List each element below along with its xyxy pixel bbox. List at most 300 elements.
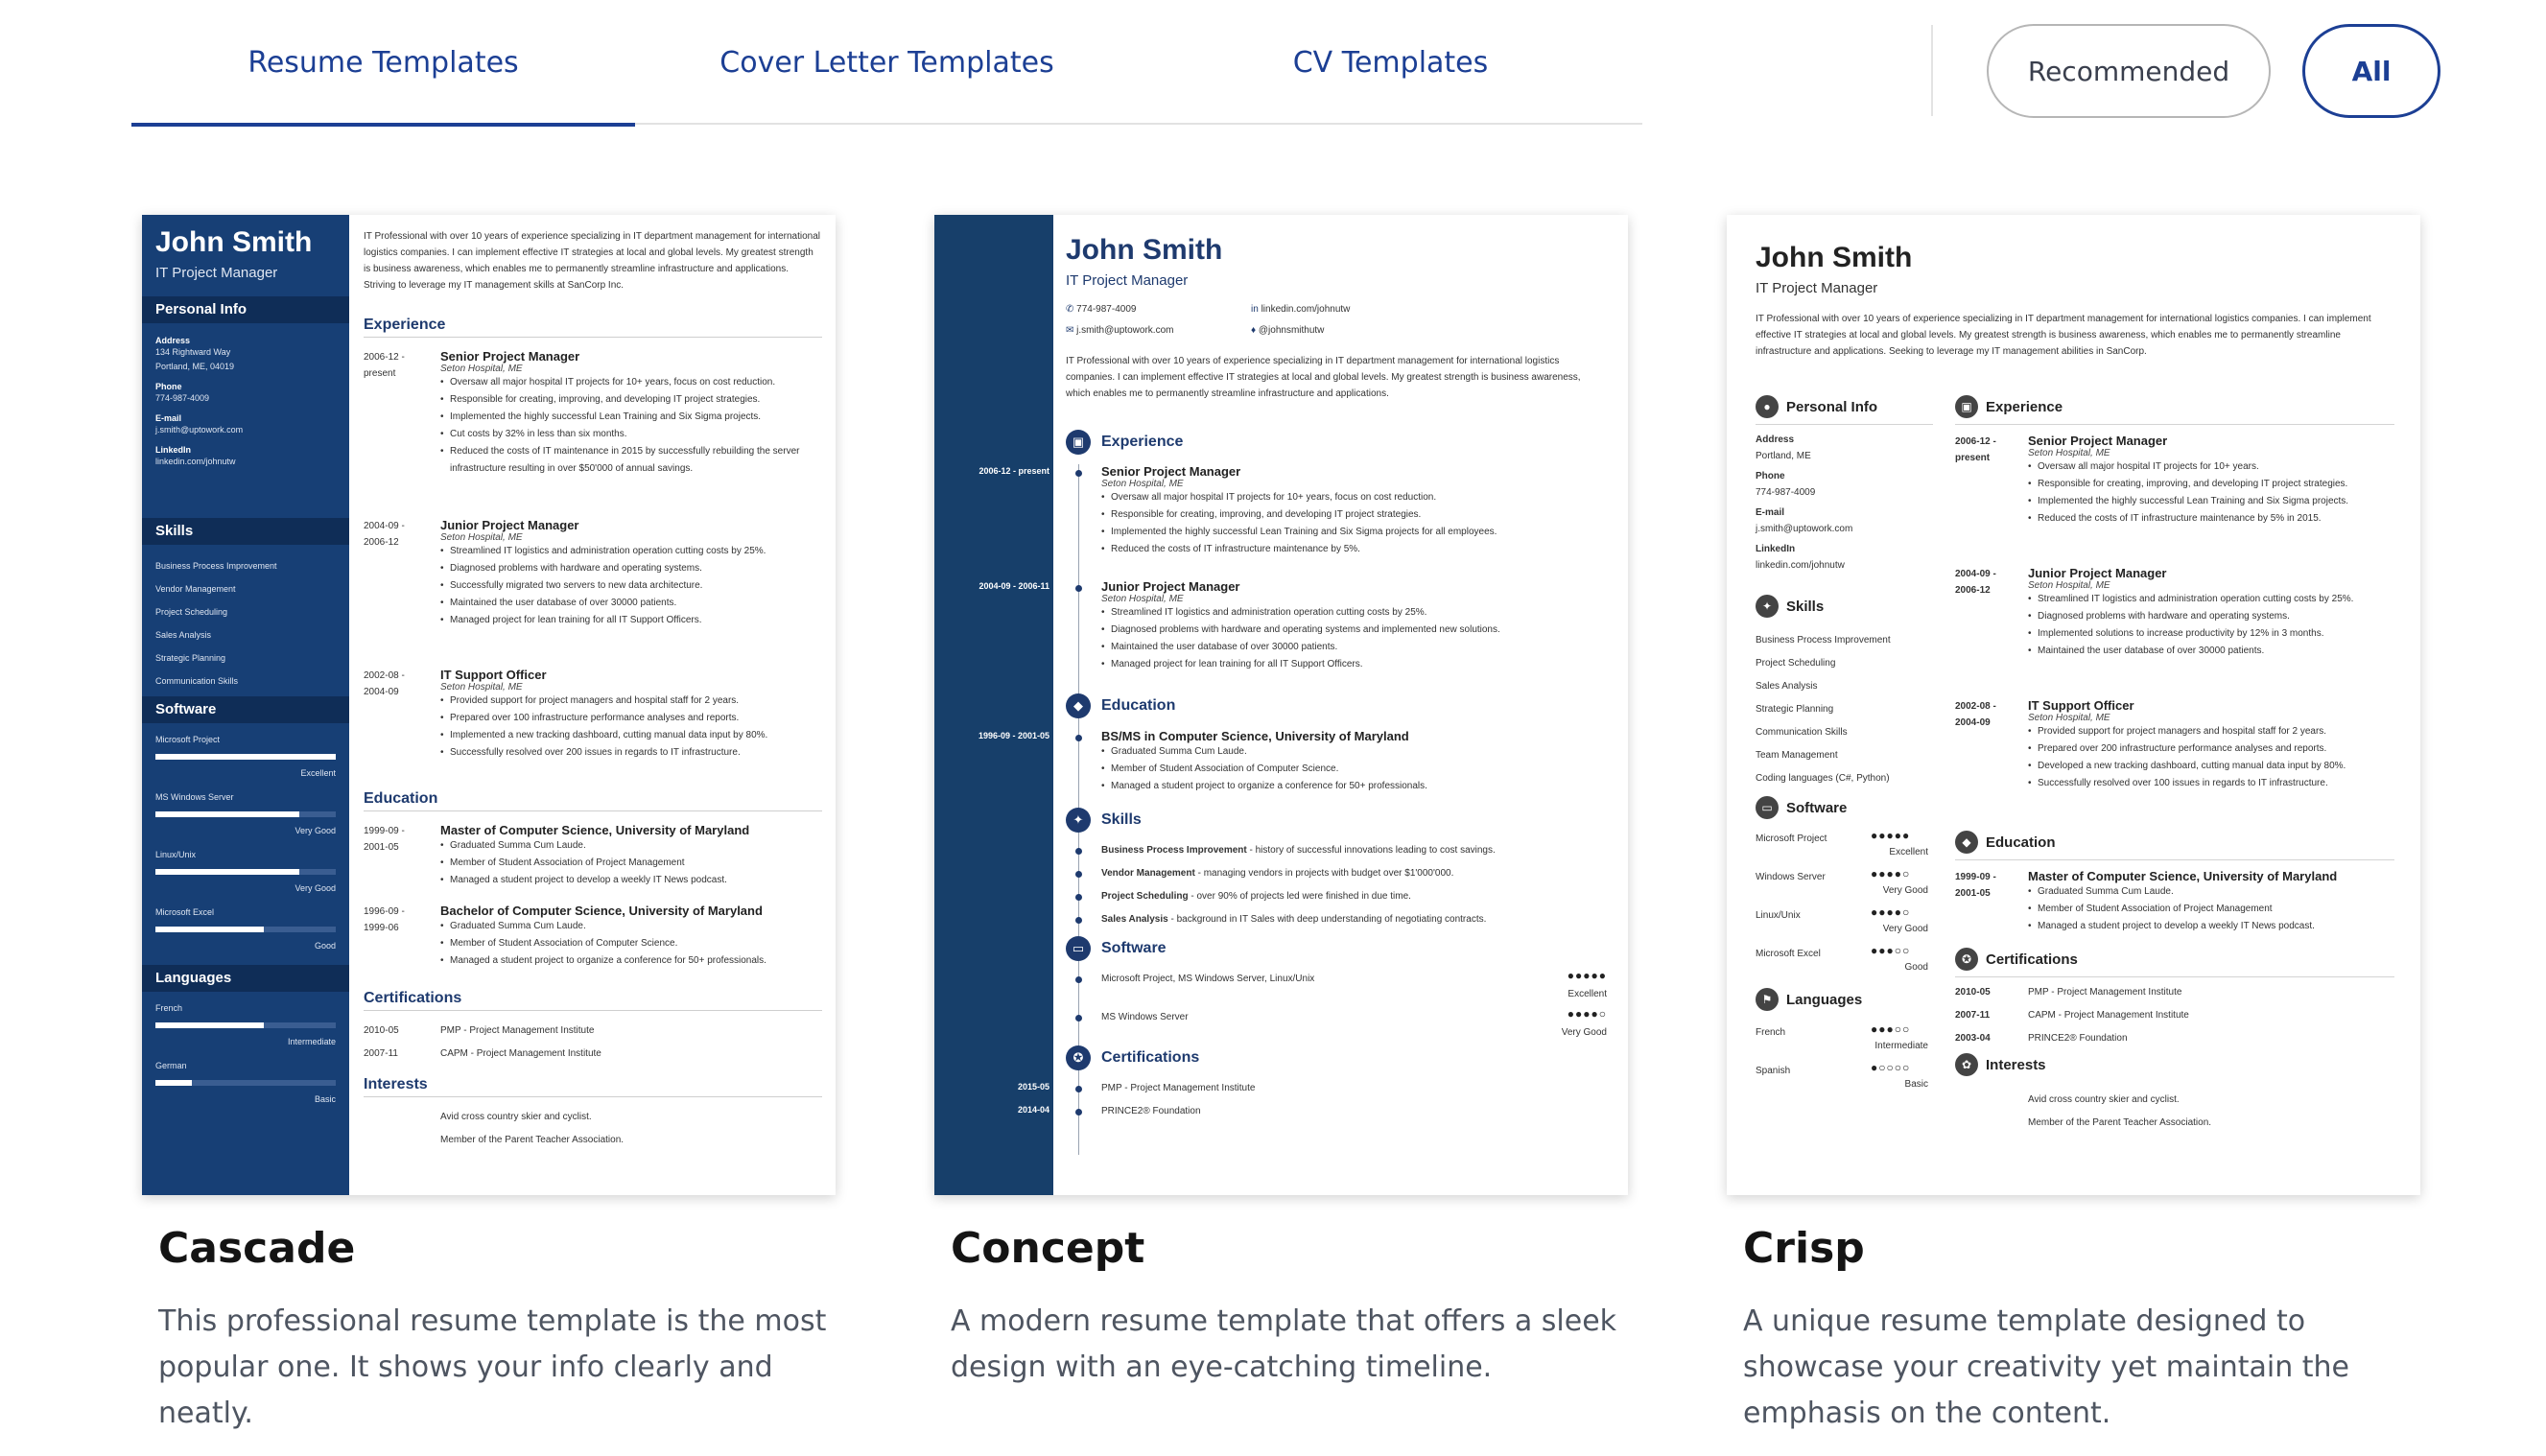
- job-company: Seton Hospital, ME: [1101, 594, 1184, 604]
- bullet-item: • Member of Student Association of Project Management: [2028, 901, 2396, 918]
- job-entry: [1101, 464, 1600, 558]
- job-bullets: [440, 543, 824, 629]
- section-languages: Languages: [142, 965, 349, 992]
- job-bullets: [1101, 604, 1600, 673]
- rating-dots: ●●●●●: [1567, 969, 1607, 982]
- bullet-item: • Implemented the highly successful Lean Training and Six Sigma projects.: [440, 409, 824, 426]
- text: present: [364, 368, 396, 379]
- software-level-fill: [155, 927, 264, 932]
- software-name: Microsoft Project: [155, 735, 221, 744]
- phone-label: Phone: [155, 382, 182, 391]
- divider: [364, 337, 822, 338]
- software-level: Very Good: [295, 883, 336, 893]
- text: 2006-12: [364, 537, 399, 548]
- card-description: A modern resume template that offers a sleek design with an eye-catching timeline.: [951, 1304, 1617, 1384]
- software-level: Excellent: [1889, 847, 1928, 857]
- text: 2004-09: [1955, 717, 1991, 728]
- job-title: Junior Project Manager: [1101, 579, 1240, 594]
- software-name: Microsoft Excel: [1756, 949, 1821, 959]
- timeline-date: 2006-12 - present: [978, 466, 1049, 476]
- address-value: Portland, ME: [1756, 451, 1811, 461]
- briefcase-icon: ▣: [1066, 430, 1091, 455]
- phone-label: Phone: [1756, 471, 1785, 481]
- bullet-item: • Oversaw all major hospital IT projects for 10+ years, focus on cost reduction.: [1101, 489, 1600, 506]
- language-name: Spanish: [1756, 1066, 1791, 1076]
- text: [440, 349, 824, 478]
- text: 1999-09 -: [1955, 872, 1996, 882]
- software-level: Good: [314, 941, 336, 951]
- language-name: French: [155, 1003, 183, 1013]
- bullet-item: • Responsible for creating, improving, and developing IT project strategies.: [1101, 506, 1600, 524]
- job-title: Senior Project Manager: [2028, 434, 2168, 448]
- text: [2028, 869, 2396, 935]
- language-level-bar: [155, 1080, 336, 1086]
- text: 1996-09 -: [364, 906, 405, 917]
- education-bullets: [440, 918, 824, 970]
- phone-value: 774-987-4009: [155, 393, 210, 403]
- graduation-cap-icon: ◆: [1066, 693, 1091, 718]
- education-bullets: [440, 837, 824, 889]
- bullet-item: • Graduated Summa Cum Laude.: [440, 918, 824, 935]
- interests-icon: ✿: [1955, 1053, 1978, 1076]
- bullet-item: • Successfully resolved over 200 issues in regards to IT infrastructure.: [440, 744, 824, 762]
- resume-name: John Smith: [1756, 242, 1913, 273]
- text: 2001-05: [364, 842, 399, 853]
- tab-resume-templates[interactable]: Resume Templates: [131, 0, 635, 125]
- job-company: Seton Hospital, ME: [440, 532, 523, 543]
- template-card-concept[interactable]: [934, 215, 1628, 1384]
- section-software: Software: [142, 696, 349, 723]
- timeline-dot: [1075, 1109, 1082, 1115]
- cert-name: CAPM - Project Management Institute: [2028, 1010, 2189, 1021]
- bullet-item: • Implemented solutions to increase productivity by 12% in 3 months.: [2028, 625, 2396, 643]
- job-company: Seton Hospital, ME: [440, 682, 523, 693]
- bullet-item: • Maintained the user database of over 30000 patients.: [2028, 643, 2396, 660]
- bullet-item: • Member of Student Association of Computer Science.: [440, 935, 824, 952]
- bullet-item: • Reduced the costs of IT maintenance in 2015 by successfully rebuilding the server infrastructure resulting in over $50'000 of annual savings.: [440, 443, 824, 478]
- text: [440, 518, 824, 629]
- text: [440, 823, 824, 889]
- bullet-item: • Implemented a new tracking dashboard, cutting manual data input by 80%.: [440, 727, 824, 744]
- skill-item: Strategic Planning: [1756, 704, 1834, 715]
- job-title: Junior Project Manager: [440, 518, 579, 532]
- software-name: Windows Server: [1756, 872, 1826, 882]
- template-card-crisp[interactable]: [1727, 215, 2420, 1430]
- resume-role: IT Project Manager: [155, 265, 278, 281]
- rating-dots: ●●●●●: [1871, 829, 1911, 842]
- text: 2006-12 -: [364, 352, 405, 363]
- job-dates: [1955, 698, 1996, 731]
- text: 2001-05: [1955, 888, 1991, 899]
- text: [1756, 629, 1938, 790]
- bullet-item: • Member of Student Association of Computer Science.: [1101, 761, 1600, 778]
- section-education: Education: [1101, 697, 1176, 714]
- bullet-item: • Graduated Summa Cum Laude.: [440, 837, 824, 855]
- cert-name: PRINCE2® Foundation: [2028, 1033, 2128, 1044]
- cert-name: PMP - Project Management Institute: [1101, 1083, 1256, 1093]
- section-experience: Experience: [1986, 399, 2063, 415]
- all-filter-button[interactable]: All: [2302, 24, 2440, 118]
- card-title[interactable]: Cascade: [158, 1224, 356, 1273]
- email-label: E-mail: [1756, 507, 1785, 518]
- cert-date: 2010-05: [364, 1025, 399, 1036]
- bullet-item: • Managed a student project to organize a conference for 50+ professionals.: [1101, 778, 1600, 795]
- concept-timeline-bar: [934, 215, 1053, 1195]
- skill-item: Communication Skills: [1756, 727, 1848, 738]
- timeline-dot: [1075, 917, 1082, 924]
- text: - history of successful innovations leading to cost savings.: [1246, 845, 1496, 856]
- software-level-bar: [155, 869, 336, 875]
- job-title: IT Support Officer: [2028, 698, 2134, 713]
- job-company: Seton Hospital, ME: [2028, 448, 2110, 458]
- text: 2004-09 -: [1955, 569, 1996, 579]
- job-title: IT Support Officer: [440, 668, 547, 682]
- job-dates: [364, 518, 431, 551]
- skill-item: Vendor Management: [155, 584, 236, 594]
- education-dates: [1955, 869, 1996, 902]
- cascade-preview[interactable]: [142, 215, 836, 1195]
- divider: [1756, 424, 1933, 425]
- divider: [1955, 424, 2394, 425]
- template-card-cascade[interactable]: [142, 215, 836, 1430]
- text: 2004-09 -: [364, 521, 405, 531]
- timeline-dot: [1075, 848, 1082, 855]
- skill-item: Business Process Improvement: [1756, 635, 1891, 646]
- twitter-value: [1251, 322, 1324, 339]
- card-title[interactable]: Concept: [951, 1224, 1145, 1273]
- degree-title: Bachelor of Computer Science, University of Maryland: [440, 904, 763, 918]
- education-bullets: [1101, 743, 1600, 795]
- linkedin-value: linkedin.com/johnutw: [1756, 560, 1845, 571]
- bullet-item: • Cut costs by 32% in less than six months.: [440, 426, 824, 443]
- job-company: Seton Hospital, ME: [2028, 713, 2110, 723]
- job-dates: [364, 668, 431, 700]
- tab-cover-letter-templates[interactable]: Cover Letter Templates: [719, 45, 1054, 80]
- bullet-item: • Successfully resolved over 100 issues in regards to IT infrastructure.: [2028, 775, 2396, 792]
- skill-item: Project Scheduling: [155, 607, 228, 617]
- software-name: MS Windows Server: [155, 792, 234, 802]
- cert-name: PRINCE2® Foundation: [1101, 1106, 1201, 1116]
- skill-item: [1101, 911, 1486, 928]
- job-company: Seton Hospital, ME: [2028, 580, 2110, 591]
- monitor-icon: ▭: [1066, 936, 1091, 961]
- text: Sales Analysis: [1101, 914, 1168, 925]
- software-level-fill: [155, 811, 299, 817]
- crisp-preview[interactable]: [1727, 215, 2420, 1195]
- bullet-item: • Graduated Summa Cum Laude.: [2028, 883, 2396, 901]
- bullet-item: • Managed a student project to develop a weekly IT News podcast.: [2028, 918, 2396, 935]
- card-description: This professional resume template is the most popular one. It shows your info clearly and neatly.: [158, 1304, 827, 1430]
- divider: [1931, 25, 1933, 116]
- software-level: Very Good: [1882, 885, 1928, 896]
- text: Vendor Management: [1101, 868, 1195, 879]
- text: linkedin.com/johnutw: [1261, 304, 1351, 315]
- job-title: Senior Project Manager: [440, 349, 580, 364]
- cascade-sidebar: [142, 215, 349, 1195]
- resume-name: John Smith: [155, 226, 313, 258]
- bullet-item: • Provided support for project managers and hospital staff for 2 years.: [2028, 723, 2396, 740]
- text: [1756, 432, 1933, 574]
- section-personal: Personal Info: [1786, 399, 1878, 415]
- cert-name: CAPM - Project Management Institute: [440, 1048, 601, 1059]
- linkedin-icon: in: [1251, 304, 1261, 315]
- divider: [364, 810, 822, 811]
- section-skills: Skills: [1786, 599, 1825, 615]
- job-dates: [364, 349, 431, 382]
- cert-name: PMP - Project Management Institute: [440, 1025, 595, 1036]
- software-level-fill: [155, 869, 299, 875]
- software-name: Microsoft Project: [1756, 834, 1827, 844]
- rating-dots: ●●●○○: [1871, 944, 1911, 957]
- skill-item: Sales Analysis: [1756, 681, 1818, 692]
- section-certifications: Certifications: [364, 990, 462, 1006]
- text: @johnsmithutw: [1258, 325, 1325, 336]
- language-level: Basic: [1904, 1079, 1928, 1090]
- template-tabs: [131, 0, 1642, 125]
- software-level-fill: [155, 754, 336, 760]
- email-icon: ✉: [1066, 325, 1077, 336]
- bullet-item: • Maintained the user database of over 30000 patients.: [440, 595, 824, 612]
- timeline-dot: [1075, 894, 1082, 901]
- section-software: Software: [1786, 800, 1848, 816]
- job-company: Seton Hospital, ME: [440, 364, 523, 374]
- timeline-date: 2015-05: [1017, 1082, 1049, 1092]
- bullet-item: • Managed project for lean training for all IT Support Officers.: [440, 612, 824, 629]
- text: 2004-09: [364, 687, 399, 697]
- timeline-date: 2014-04: [1017, 1105, 1049, 1115]
- bullet-item: • Diagnosed problems with hardware and operating systems.: [440, 560, 824, 577]
- text: [440, 904, 824, 970]
- divider: [1955, 859, 2394, 860]
- linkedin-label: LinkedIn: [155, 445, 192, 455]
- resume-summary: IT Professional with over 10 years of experience specializing in IT department management for international logistics companies. I can implement effective IT strategies at local and global levels. My greatest strength is business awareness, which enables me to permanently streamline infrastructure and applications. Seeking to leverage my IT management abilities in SanCorp.: [1756, 314, 2371, 357]
- language-name: French: [1756, 1027, 1786, 1038]
- timeline-dot: [1075, 871, 1082, 878]
- rating-dots: ●●●●○: [1871, 905, 1911, 919]
- bullet-item: • Diagnosed problems with hardware and operating systems and implemented new solutions.: [1101, 622, 1600, 639]
- monitor-icon: ▭: [1756, 796, 1779, 819]
- cert-date: 2007-11: [1955, 1010, 1991, 1021]
- bullet-item: • Diagnosed problems with hardware and operating systems.: [2028, 608, 2396, 625]
- job-bullets: [1101, 489, 1600, 558]
- skill-item: Sales Analysis: [155, 630, 212, 640]
- section-education: Education: [364, 790, 438, 807]
- section-certifications: Certifications: [1986, 951, 2078, 968]
- timeline-date: 1996-09 - 2001-05: [978, 731, 1049, 740]
- text: present: [1955, 453, 1991, 463]
- skill-item: [1101, 888, 1411, 904]
- bullet-item: • Responsible for creating, improving, and developing IT project strategies.: [2028, 476, 2396, 493]
- section-experience: Experience: [1101, 434, 1184, 450]
- text: - over 90% of projects led were finished in due time.: [1188, 891, 1411, 902]
- address-label: Address: [1756, 434, 1795, 445]
- software-level-bar: [155, 927, 336, 932]
- language-level: Intermediate: [287, 1037, 336, 1046]
- skill-item: Project Scheduling: [1756, 658, 1836, 669]
- bullet-item: • Graduated Summa Cum Laude.: [1101, 743, 1600, 761]
- recommended-filter-button[interactable]: Recommended: [1987, 24, 2271, 118]
- phone-value: 774-987-4009: [1756, 487, 1816, 498]
- interest-item: Avid cross country skier and cyclist.: [2028, 1094, 2180, 1105]
- user-icon: ●: [1756, 395, 1779, 418]
- bullet-item: • Successfully migrated two servers to new data architecture.: [440, 577, 824, 595]
- bullet-item: • Reduced the costs of IT infrastructure maintenance by 5% in 2015.: [2028, 510, 2396, 528]
- education-dates: [364, 904, 431, 936]
- certificate-icon: ✪: [1066, 1045, 1091, 1070]
- interest-item: Avid cross country skier and cyclist.: [440, 1112, 592, 1122]
- address-label: Address: [155, 336, 191, 345]
- phone-value: [1066, 301, 1136, 317]
- bullet-item: • Oversaw all major hospital IT projects for 10+ years, focus on cost reduction.: [440, 374, 824, 391]
- bullet-item: • Implemented the highly successful Lean Training and Six Sigma projects.: [2028, 493, 2396, 510]
- section-education: Education: [1986, 834, 2056, 851]
- bullet-item: • Streamlined IT logistics and administration operation cutting costs by 25%.: [2028, 591, 2396, 608]
- bullet-item: • Managed a student project to develop a weekly IT News podcast.: [440, 872, 824, 889]
- resume-summary: IT Professional with over 10 years of experience specializing in IT department management for international logistics companies. I can implement effective IT strategies at local and global levels. My greatest strength is business awareness, which enables me to permanently streamline infrastructure and applications. Striving to leverage my IT management skills at SanCorp Inc.: [364, 231, 820, 291]
- timeline-dot: [1075, 735, 1082, 741]
- email-value: j.smith@uptowork.com: [1756, 524, 1853, 534]
- text: 774-987-4009: [1076, 304, 1137, 315]
- text: Project Scheduling: [1101, 891, 1189, 902]
- cert-date: 2010-05: [1955, 987, 1991, 998]
- divider: [1955, 976, 2394, 977]
- software-level-bar: [155, 754, 336, 760]
- education-entry: [1101, 729, 1600, 795]
- skill-item: Business Process Improvement: [155, 561, 277, 571]
- job-dates: [1955, 566, 1996, 599]
- skill-item: [1101, 842, 1496, 858]
- cert-name: PMP - Project Management Institute: [2028, 987, 2182, 998]
- city-line: Portland, ME, 04019: [155, 362, 235, 371]
- graduation-cap-icon: ◆: [1955, 831, 1978, 854]
- address-line: 134 Rightward Way: [155, 347, 231, 357]
- email-label: E-mail: [155, 413, 182, 423]
- text: j.smith@uptowork.com: [1076, 325, 1174, 336]
- text: Business Process Improvement: [1101, 845, 1247, 856]
- software-name: MS Windows Server: [1101, 1012, 1189, 1022]
- software-level: Good: [1904, 962, 1928, 973]
- twitter-icon: ♦: [1251, 325, 1259, 336]
- bullet-item: • Prepared over 200 infrastructure performance analyses and reports.: [2028, 740, 2396, 758]
- bullet-item: • Maintained the user database of over 30000 patients.: [1101, 639, 1600, 656]
- phone-icon: ✆: [1066, 304, 1077, 315]
- linkedin-label: LinkedIn: [1756, 544, 1796, 554]
- certificate-icon: ✪: [1955, 948, 1978, 971]
- bullet-item: • Streamlined IT logistics and administration operation cutting costs by 25%.: [1101, 604, 1600, 622]
- job-bullets: [440, 374, 824, 478]
- skill-item: Coding languages (C#, Python): [1756, 773, 1890, 784]
- software-level: Very Good: [1882, 924, 1928, 934]
- software-name: Microsoft Project, MS Windows Server, Linux/Unix: [1101, 974, 1315, 984]
- concept-preview[interactable]: [934, 215, 1628, 1195]
- section-certifications: Certifications: [1101, 1049, 1200, 1066]
- degree-title: Master of Computer Science, University of Maryland: [2028, 869, 2338, 883]
- skills-icon: ✦: [1066, 808, 1091, 833]
- bullet-item: • Managed a student project to organize a conference for 50+ professionals.: [440, 952, 824, 970]
- timeline-date: 2004-09 - 2006-11: [978, 581, 1049, 591]
- skill-item: Strategic Planning: [155, 653, 226, 663]
- email-value: [1066, 322, 1173, 339]
- bullet-item: • Streamlined IT logistics and administration operation cutting costs by 25%.: [440, 543, 824, 560]
- job-entry: [1101, 579, 1600, 673]
- degree-title: BS/MS in Computer Science, University of Maryland: [1101, 729, 1409, 743]
- resume-role: IT Project Manager: [1066, 272, 1189, 289]
- language-level: Basic: [314, 1094, 336, 1104]
- resume-summary: IT Professional with over 10 years of experience specializing in IT department management for international logistics companies. I can implement effective IT strategies at local and global levels. My greatest strength is business awareness, which enables me to permanently streamline infrastructure and applications.: [1066, 356, 1581, 399]
- text: - background in IT Sales with deep understanding of negotiating contracts.: [1167, 914, 1487, 925]
- skill-item: Team Management: [1756, 750, 1838, 761]
- cert-date: 2003-04: [1955, 1033, 1991, 1044]
- language-level-bar: [155, 1022, 336, 1028]
- text: [440, 668, 824, 762]
- linkedin-value: [1251, 301, 1350, 317]
- tab-cv-templates[interactable]: CV Templates: [1292, 45, 1489, 80]
- text: 2006-12: [1955, 585, 1991, 596]
- timeline-dot: [1075, 1086, 1082, 1092]
- resume-name: John Smith: [1066, 234, 1223, 266]
- timeline-dot: [1075, 585, 1082, 592]
- language-level-fill: [155, 1080, 192, 1086]
- job-title: Junior Project Manager: [2028, 566, 2167, 580]
- job-bullets: [2028, 723, 2396, 792]
- skills-icon: ✦: [1756, 595, 1779, 618]
- text: 2006-12 -: [1955, 436, 1996, 447]
- software-level: Excellent: [1568, 989, 1607, 999]
- rating-dots: ●●●●○: [1871, 867, 1911, 881]
- bullet-item: • Oversaw all major hospital IT projects for 10+ years.: [2028, 458, 2396, 476]
- divider: [364, 1096, 822, 1097]
- skill-item: [1101, 865, 1453, 881]
- bullet-item: • Developed a new tracking dashboard, cutting manual data input by 80%.: [2028, 758, 2396, 775]
- text: 1999-06: [364, 923, 399, 933]
- degree-title: Master of Computer Science, University of Maryland: [440, 823, 750, 837]
- rating-dots: ●○○○○: [1871, 1061, 1911, 1074]
- education-dates: [364, 823, 431, 856]
- card-description: A unique resume template designed to showcase your creativity yet maintain the emphasis on the content.: [1743, 1304, 2350, 1430]
- email-value: j.smith@uptowork.com: [155, 425, 244, 434]
- language-name: German: [155, 1061, 187, 1070]
- text: [155, 336, 338, 469]
- section-languages: Languages: [1786, 992, 1863, 1008]
- job-title: Senior Project Manager: [1101, 464, 1241, 479]
- bullet-item: • Responsible for creating, improving, and developing IT project strategies.: [440, 391, 824, 409]
- job-company: Seton Hospital, ME: [1101, 479, 1184, 489]
- text: 2002-08 -: [1955, 701, 1996, 712]
- software-name: Linux/Unix: [1756, 910, 1801, 921]
- flag-icon: ⚑: [1756, 988, 1779, 1011]
- bullet-item: • Provided support for project managers and hospital staff for 2 years.: [440, 693, 824, 710]
- rating-dots: ●●●●○: [1567, 1007, 1607, 1021]
- software-level-bar: [155, 811, 336, 817]
- bullet-item: • Prepared over 100 infrastructure performance analyses and reports.: [440, 710, 824, 727]
- briefcase-icon: ▣: [1955, 395, 1978, 418]
- software-name: Linux/Unix: [155, 850, 197, 859]
- software-level: Very Good: [1561, 1027, 1607, 1038]
- section-interests: Interests: [1986, 1057, 2046, 1073]
- section-personal: Personal Info: [142, 296, 349, 323]
- timeline-dot: [1075, 976, 1082, 983]
- section-experience: Experience: [364, 317, 446, 333]
- text: 1999-09 -: [364, 826, 405, 836]
- skill-item: Communication Skills: [155, 676, 239, 686]
- section-software: Software: [1101, 940, 1167, 956]
- job-dates: [1955, 434, 1996, 466]
- software-name: Microsoft Excel: [155, 907, 215, 917]
- text: [2028, 566, 2396, 660]
- card-title[interactable]: Crisp: [1743, 1224, 1865, 1273]
- job-bullets: [440, 693, 824, 762]
- job-bullets: [2028, 458, 2396, 528]
